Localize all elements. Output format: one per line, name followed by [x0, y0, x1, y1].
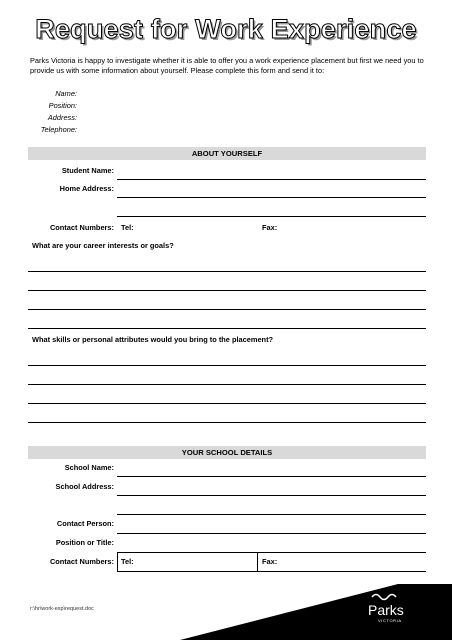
school-address-label: School Address: — [55, 482, 114, 491]
school-address-line-1[interactable] — [117, 495, 426, 496]
student-name-label: Student Name: — [61, 166, 114, 175]
school-contact-numbers-label: Contact Numbers: — [49, 557, 114, 566]
home-address-line-2[interactable] — [117, 216, 426, 217]
footer-logo-shape — [180, 584, 452, 640]
school-name-line[interactable] — [117, 476, 426, 477]
student-name-line[interactable] — [117, 179, 426, 180]
school-address-line-2[interactable] — [117, 514, 426, 515]
career-answer-line-4[interactable] — [28, 328, 426, 329]
school-contact-numbers-line[interactable] — [117, 571, 426, 572]
home-address-line-1[interactable] — [117, 197, 426, 198]
school-name-label: School Name: — [64, 463, 114, 472]
position-title-label: Position or Title: — [55, 538, 114, 547]
position-title-line[interactable] — [117, 552, 426, 553]
document-title: Request for Work Experience — [35, 14, 417, 44]
career-question: What are your career interests or goals? — [32, 241, 174, 250]
contact-person-label: Contact Person: — [56, 519, 114, 528]
intro-paragraph: Parks Victoria is happy to investigate whether it is able to offer you a work experience placement but first we need you to provide us with some information about yourself. Please complete this form and send it to: — [30, 56, 424, 75]
logo-wordmark: Parks — [368, 602, 404, 618]
footer-black-triangle — [180, 584, 452, 640]
skills-answer-line-2[interactable] — [28, 384, 426, 385]
fax-label: Fax: — [262, 223, 278, 232]
contact-numbers-label: Contact Numbers: — [49, 223, 114, 232]
contact-person-line[interactable] — [117, 533, 426, 534]
skills-answer-line-3[interactable] — [28, 403, 426, 404]
skills-answer-line-4[interactable] — [28, 422, 426, 423]
contact-name-label: Name: — [55, 89, 77, 98]
tel-label: Tel: — [121, 223, 134, 232]
contact-address-label: Address: — [47, 113, 77, 122]
about-yourself-band — [28, 147, 426, 160]
school-details-band — [28, 446, 426, 459]
file-path: r:\hr\work-exp\request.doc — [30, 606, 94, 612]
tel-cell-divider-left — [117, 552, 118, 571]
school-fax-label: Fax: — [262, 557, 278, 566]
home-address-label: Home Address: — [59, 184, 114, 193]
career-answer-line-3[interactable] — [28, 309, 426, 310]
skills-answer-line-1[interactable] — [28, 365, 426, 366]
contact-telephone-label: Telephone: — [40, 125, 77, 134]
school-details-heading: YOUR SCHOOL DETAILS — [181, 448, 273, 457]
skills-question: What skills or personal attributes would you bring to the placement? — [32, 335, 274, 344]
school-tel-label: Tel: — [121, 557, 134, 566]
contact-position-label: Position: — [48, 101, 77, 110]
career-answer-line-1[interactable] — [28, 271, 426, 272]
logo-subtext: VICTORIA — [378, 618, 402, 623]
tel-fax-divider — [257, 552, 258, 571]
about-yourself-heading: ABOUT YOURSELF — [191, 149, 263, 158]
career-answer-line-2[interactable] — [28, 290, 426, 291]
